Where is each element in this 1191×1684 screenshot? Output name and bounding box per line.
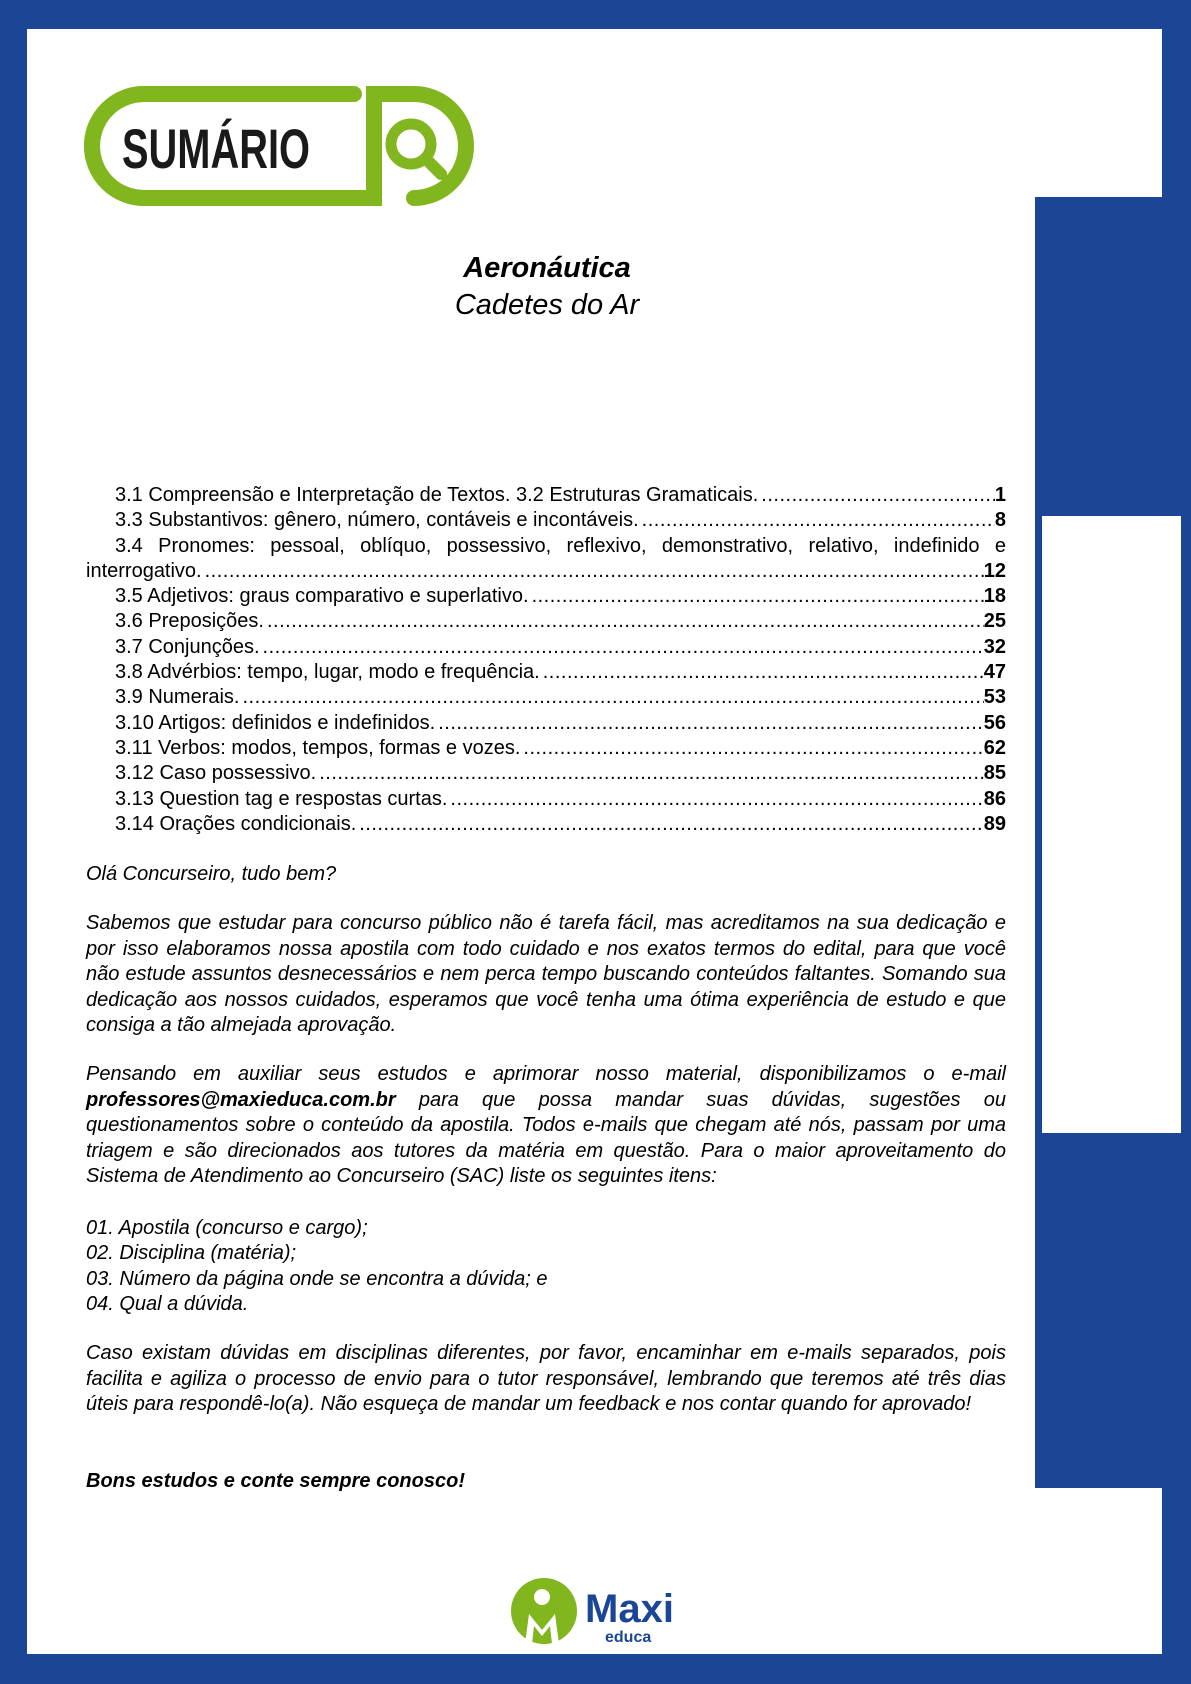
list-item: 03. Número da página onde se encontra a dúvida; e (86, 1267, 548, 1290)
table-of-contents (86, 483, 1006, 837)
toc-entry[interactable]: 3.5 Adjetivos: graus comparativo e superlativo. ..... 18 (86, 584, 1006, 609)
closing-line: Bons estudos e conte sempre conosco! (86, 1470, 465, 1492)
toc-entry[interactable]: 3.12 Caso possessivo. ..... 85 (86, 761, 1006, 786)
toc-entry[interactable]: 3.10 Artigos: definidos e indefinidos. ..... 56 (86, 711, 1006, 736)
toc-entry[interactable]: 3.6 Preposições. ..... 25 (86, 609, 1006, 634)
toc-entry[interactable]: 3.3 Substantivos: gênero, número, contáveis e incontáveis. ..... 8 (86, 508, 1006, 533)
document-subtitle: Cadetes do Ar (454, 289, 640, 321)
svg-text:educa: educa (605, 1629, 652, 1646)
toc-entry[interactable]: 3.13 Question tag e respostas curtas. ..... 86 (86, 787, 1006, 812)
intro-paragraph-1: Sabemos que estudar para concurso público não é tarefa fácil, mas acreditamos na sua dedicação e por isso elaboramos nossa apostila com todo cuidado e nos exatos termos do edital, para que você não estude assuntos desnecessários e nem perca tempo buscando conteúdos faltantes. Somando sua dedicação aos nossos cuidados, esperamos que você tenha uma ótima experiência de estudo e que consiga a tão almejada aprovação. (86, 912, 1006, 1037)
item-list (86, 1216, 1006, 1317)
toc-entry[interactable]: 3.4 Pronomes: pessoal, oblíquo, possessivo, reflexivo, demonstrativo, relativo, indefinido e (115, 534, 1006, 557)
email-link[interactable]: professores@maxieduca.com.br (86, 1088, 396, 1111)
svg-text:Maxi: Maxi (585, 1587, 674, 1631)
toc-entry-continued[interactable]: interrogativo. ..... 12 (86, 559, 1006, 584)
document-title: Aeronáutica (463, 252, 631, 284)
list-item: 04. Qual a dúvida. (86, 1292, 249, 1315)
magnifier-icon (391, 124, 441, 174)
person-m-icon (511, 1578, 577, 1644)
side-decoration-inset (1042, 516, 1181, 1133)
greeting: Olá Concurseiro, tudo bem? (86, 863, 337, 885)
toc-entry[interactable]: 3.7 Conjunções. ..... 32 (86, 635, 1006, 660)
list-item: 02. Disciplina (matéria); (86, 1242, 297, 1265)
sumario-logo (84, 86, 478, 215)
toc-entry[interactable]: 3.14 Orações condicionais. ..... 89 (86, 812, 1006, 837)
intro-paragraph-3: Caso existam dúvidas em disciplinas diferentes, por favor, encaminhar em e-mails separados, pois facilita e agiliza o processo de envio para o tutor responsável, lembrando que teremos até três dias úteis para respondê-lo(a). Não esqueça de mandar um feedback e nos contar quando for aprovado! (86, 1342, 1006, 1416)
list-item: 01. Apostila (concurso e cargo); (86, 1217, 368, 1239)
svg-text:SUMÁRIO: SUMÁRIO (122, 117, 310, 180)
toc-entry[interactable]: 3.1 Compreensão e Interpretação de Textos. 3.2 Estruturas Gramaticais. ..... 1 (86, 483, 1006, 508)
maxieduca-logo (511, 1578, 681, 1651)
intro-paragraph-2: Pensando em auxiliar seus estudos e aprimorar nosso material, disponibilizamos o e-mail professores@maxieduca.com.br para que possa mandar suas dúvidas, sugestões ou questionamentos sobre o conteúdo da apostila. Todos e-mails que chegam até nós, passam por uma triagem e são direcionados aos tutores da matéria em questão. Para o maior aproveitamento do Sistema de Atendimento ao Concurseiro (SAC) liste os seguintes itens: (86, 1063, 1006, 1188)
toc-entry[interactable]: 3.11 Verbos: modos, tempos, formas e vozes. ..... 62 (86, 736, 1006, 761)
toc-entry[interactable]: 3.8 Advérbios: tempo, lugar, modo e frequência. ..... 47 (86, 660, 1006, 685)
toc-entry[interactable]: 3.9 Numerais. ..... 53 (86, 685, 1006, 710)
